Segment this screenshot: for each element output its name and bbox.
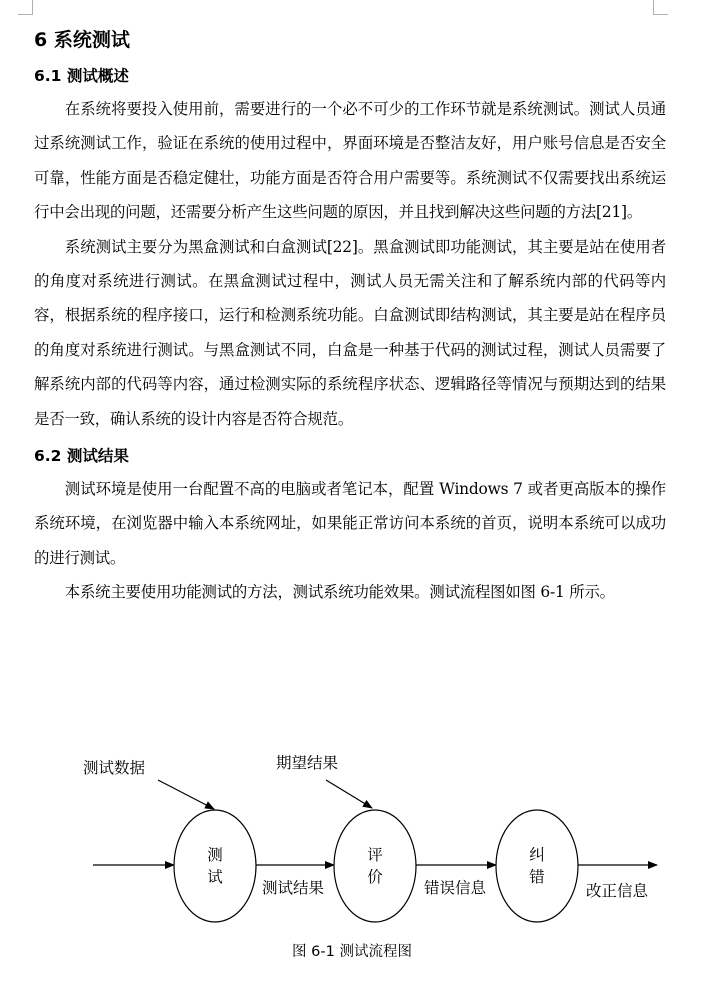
section-title-results: 6.2 测试结果 [34, 447, 129, 466]
node-correct-text: 纠错 [529, 846, 545, 886]
chapter-title: 6 系统测试 [34, 29, 130, 51]
input-data-label: 测试数据 [83, 759, 146, 777]
page-corner-mark-right [653, 0, 668, 15]
input-data-arrow [158, 780, 214, 809]
document-body [34, 24, 666, 610]
paragraph: 在系统将要投入使用前，需要进行的一个必不可少的工作环节就是系统测试。测试人员通过系统测试工作，验证在系统的使用过程中，界面环境是否整洁友好，用户账号信息是否安全可靠，性能方面是否稳定健壮，功能方面是否符合用户需要等。系统测试不仅需要找出系统运行中会出现的问题，还需要分析产生这些问题的原因，并且找到解决这些问题的方法[21]。 [34, 100, 666, 222]
section-title-overview: 6.1 测试概述 [34, 67, 129, 85]
edge-label-test-result: 测试结果 [262, 879, 325, 897]
expected-result-label: 期望结果 [276, 754, 339, 772]
paragraph: 本系统主要使用功能测试的方法，测试系统功能效果。测试流程图如图 6-1 所示。 [64, 583, 615, 602]
node-test-text: 测试 [207, 846, 223, 886]
page-corner-mark-left [18, 0, 33, 15]
node-evaluate-text: 评价 [367, 846, 383, 886]
paragraph: 测试环境是使用一台配置不高的电脑或者笔记本，配置 Windows 7 或者更高版本的操作系统环境，在浏览器中输入本系统网址，如果能正常访问本系统的首页，说明本系统可以成功的进行测试。 [34, 480, 666, 567]
paragraph: 系统测试主要分为黑盒测试和白盒测试[22]。黑盒测试即功能测试，其主要是站在使用者的角度对系统进行测试。在黑盒测试过程中，测试人员无需关注和了解系统内部的代码等内容，根据系统的程序接口，运行和检测系统功能。白盒测试即结构测试，其主要是站在程序员的角度对系统进行测试。与黑盒测试不同，白盒是一种基于代码的测试过程，测试人员需要了解系统内部的代码等内容，通过检测实际的系统程序状态、逻辑路径等情况与预期达到的结果是否一致，确认系统的设计内容是否符合规范。 [34, 237, 666, 428]
edge-label-error-info: 错误信息 [424, 879, 487, 897]
expected-result-arrow [326, 780, 372, 808]
edge-label-correction-info: 改正信息 [586, 882, 649, 900]
figure-caption: 图 6-1 测试流程图 [292, 944, 412, 960]
